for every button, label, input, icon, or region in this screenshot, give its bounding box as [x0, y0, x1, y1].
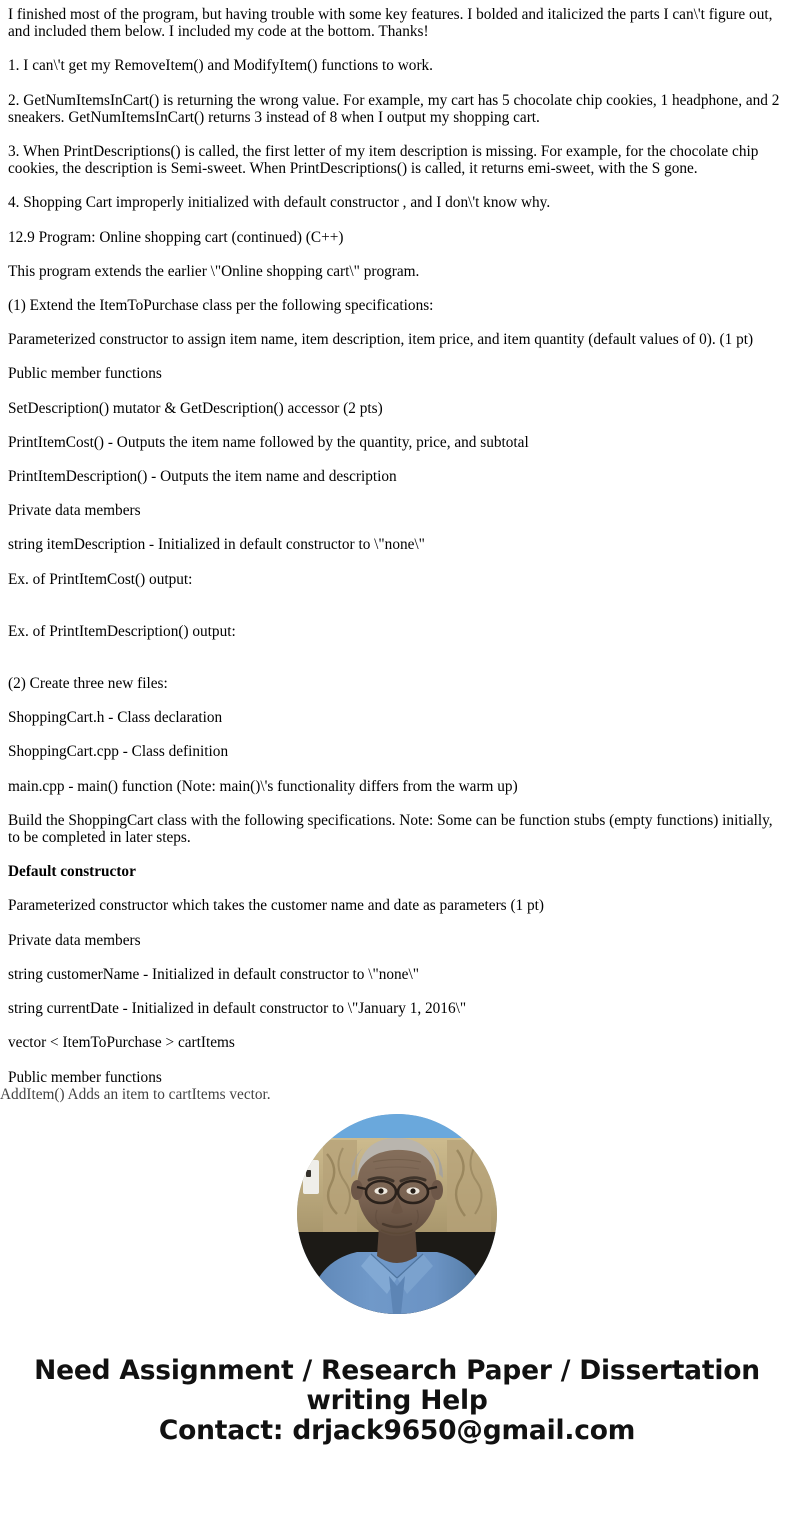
paragraph-vector-cart-items: vector < ItemToPurchase > cartItems	[8, 1034, 235, 1052]
avatar-portrait-image	[297, 1114, 497, 1314]
paragraph-private-members-1: Private data members	[8, 502, 141, 520]
paragraph-file-main-cpp: main.cpp - main() function (Note: main()\'s functionality differs from the warm up)	[8, 777, 518, 795]
clipped-truncated-line: AddItem() Adds an item to cartItems vector.	[0, 1085, 271, 1103]
paragraph-string-item-description: string itemDescription - Initialized in default constructor to \"none\"	[8, 536, 425, 554]
paragraph-param-ctor: Parameterized constructor to assign item name, item description, item price, and item quantity (default values of 0). (1 pt)	[8, 331, 754, 349]
paragraph-issue-4: 4. Shopping Cart improperly initialized with default constructor , and I don\'t know why.	[8, 194, 551, 212]
promo-line-1: Need Assignment / Research Paper / Dissertation	[34, 1354, 760, 1386]
avatar-container	[0, 1114, 794, 1314]
paragraph-issue-3: 3. When PrintDescriptions() is called, the first letter of my item description is missing. For example, for the chocolate chip cookies, the description is Semi-sweet. When PrintDescriptions() is called, it returns emi-sweet, with the S gone.	[8, 143, 759, 178]
avatar	[297, 1114, 497, 1314]
paragraph-ex-print-item-description: Ex. of PrintItemDescription() output:	[8, 622, 236, 640]
paragraph-param-constructor-cart: Parameterized constructor which takes the customer name and date as parameters (1 pt)	[8, 897, 545, 915]
paragraph-issue-1: 1. I can\'t get my RemoveItem() and ModifyItem() functions to work.	[8, 57, 434, 75]
paragraph-assignment-title: 12.9 Program: Online shopping cart (continued) (C++)	[8, 228, 344, 246]
paragraph-public-members-2: Public member functions	[8, 1068, 162, 1086]
paragraph-spec-1: (1) Extend the ItemToPurchase class per the following specifications:	[8, 297, 434, 315]
paragraph-public-members-1: Public member functions	[8, 365, 162, 383]
paragraph-intro: I finished most of the program, but having trouble with some key features. I bolded and italicized the parts I can\'t figure out, and included them below. I included my code at the bottom. Thanks!	[8, 6, 773, 41]
paragraph-set-get-description: SetDescription() mutator & GetDescription() accessor (2 pts)	[8, 399, 383, 417]
paragraph-string-current-date: string currentDate - Initialized in default constructor to \"January 1, 2016\"	[8, 1000, 467, 1018]
paragraph-ex-print-item-cost: Ex. of PrintItemCost() output:	[8, 570, 193, 588]
paragraph-print-item-description: PrintItemDescription() - Outputs the item name and description	[8, 468, 397, 486]
paragraph-default-constructor: Default constructor	[8, 863, 136, 881]
promo-contact-line: Contact: drjack9650@gmail.com	[158, 1414, 636, 1446]
paragraph-build-note: Build the ShoppingCart class with the following specifications. Note: Some can be function stubs (empty functions) initially, to be completed in later steps.	[8, 811, 773, 847]
paragraph-spec-2: (2) Create three new files:	[8, 675, 168, 693]
promo-footer	[0, 1356, 794, 1464]
paragraph-file-shoppingcart-cpp: ShoppingCart.cpp - Class definition	[8, 743, 229, 761]
paragraph-issue-2: 2. GetNumItemsInCart() is returning the wrong value. For example, my cart has 5 chocolate chip cookies, 1 headphone, and 2 sneakers. GetNumItemsInCart() returns 3 instead of 8 when I output my shopping cart.	[8, 91, 780, 126]
paragraph-assignment-intro: This program extends the earlier \"Online shopping cart\" program.	[8, 262, 420, 280]
paragraph-private-members-2: Private data members	[8, 931, 141, 949]
paragraph-print-item-cost: PrintItemCost() - Outputs the item name followed by the quantity, price, and subtotal	[8, 433, 529, 451]
paragraph-file-shoppingcart-h: ShoppingCart.h - Class declaration	[8, 709, 223, 727]
paragraph-string-customer-name: string customerName - Initialized in default constructor to \"none\"	[8, 965, 419, 983]
promo-line-2: writing Help	[306, 1384, 488, 1416]
